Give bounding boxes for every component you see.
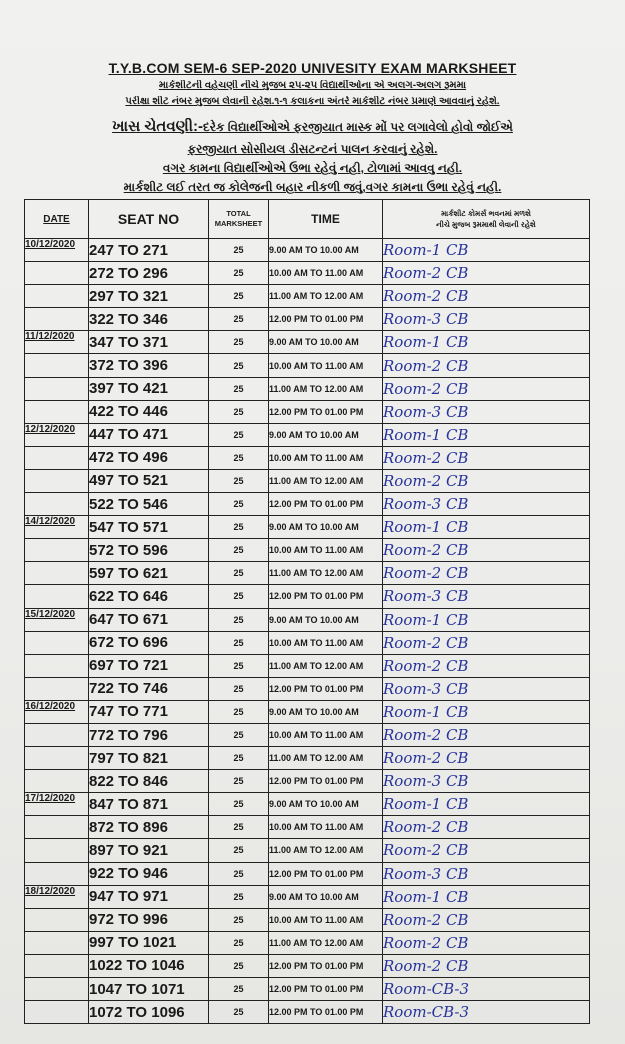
date-cell: 10/12/2020 [25,239,89,262]
total-marksheet-cell: 25 [209,239,269,262]
table-row [25,816,590,839]
table-row [25,770,590,793]
date-cell-empty [25,631,89,654]
seat-range-cell: 922 TO 946 [89,862,209,885]
date-cell-empty [25,677,89,700]
time-slot-cell: 9.00 AM TO 10.00 AM [269,700,383,723]
table-row [25,239,590,262]
warning-line-1 [20,118,605,135]
date-cell-empty [25,469,89,492]
room-cell: Room-1 CB [383,885,590,908]
date-cell: 14/12/2020 [25,516,89,539]
date-cell-empty [25,308,89,331]
date-cell-empty [25,377,89,400]
time-slot-cell: 12.00 PM TO 01.00 PM [269,862,383,885]
date-cell-empty [25,446,89,469]
room-cell: Room-2 CB [383,839,590,862]
time-slot-cell: 9.00 AM TO 10.00 AM [269,516,383,539]
time-slot-cell: 10.00 AM TO 11.00 AM [269,446,383,469]
total-marksheet-cell: 25 [209,631,269,654]
total-marksheet-cell: 25 [209,770,269,793]
date-cell-empty [25,539,89,562]
room-cell: Room-1 CB [383,516,590,539]
total-marksheet-cell: 25 [209,862,269,885]
room-cell: Room-2 CB [383,469,590,492]
date-cell-empty [25,1001,89,1024]
total-marksheet-cell: 25 [209,839,269,862]
total-marksheet-cell: 25 [209,908,269,931]
date-cell-empty [25,816,89,839]
date-cell: 11/12/2020 [25,331,89,354]
room-cell: Room-2 CB [383,631,590,654]
time-slot-cell: 9.00 AM TO 10.00 AM [269,885,383,908]
time-slot-cell: 11.00 AM TO 12.00 AM [269,747,383,770]
room-cell: Room-3 CB [383,585,590,608]
table-row [25,400,590,423]
room-cell: Room-2 CB [383,377,590,400]
schedule-table [24,199,590,1024]
date-cell-empty [25,954,89,977]
room-cell: Room-2 CB [383,354,590,377]
date-cell: 17/12/2020 [25,793,89,816]
time-slot-cell: 10.00 AM TO 11.00 AM [269,816,383,839]
seat-range-cell: 1022 TO 1046 [89,954,209,977]
seat-range-cell: 422 TO 446 [89,400,209,423]
seat-range-cell: 572 TO 596 [89,539,209,562]
total-marksheet-cell: 25 [209,816,269,839]
date-cell: 15/12/2020 [25,608,89,631]
table-row [25,1001,590,1024]
total-marksheet-cell: 25 [209,1001,269,1024]
time-slot-cell: 11.00 AM TO 12.00 AM [269,562,383,585]
room-cell: Room-2 CB [383,908,590,931]
time-slot-cell: 10.00 AM TO 11.00 AM [269,354,383,377]
page-title: T.Y.B.COM SEM-6 SEP-2020 UNIVESITY EXAM MARKSHEET [108,60,517,76]
total-marksheet-cell: 25 [209,793,269,816]
room-cell: Room-3 CB [383,400,590,423]
time-slot-cell: 10.00 AM TO 11.00 AM [269,723,383,746]
date-cell: 18/12/2020 [25,885,89,908]
total-marksheet-cell: 25 [209,493,269,516]
seat-range-cell: 397 TO 421 [89,377,209,400]
time-slot-cell: 9.00 AM TO 10.00 AM [269,423,383,446]
date-cell-empty [25,354,89,377]
room-cell: Room-3 CB [383,677,590,700]
seat-range-cell: 1047 TO 1071 [89,978,209,1001]
table-row [25,423,590,446]
table-row [25,931,590,954]
total-marksheet-cell: 25 [209,954,269,977]
total-marksheet-cell: 25 [209,562,269,585]
total-marksheet-cell: 25 [209,285,269,308]
seat-range-cell: 747 TO 771 [89,700,209,723]
time-slot-cell: 12.00 PM TO 01.00 PM [269,493,383,516]
total-marksheet-cell: 25 [209,308,269,331]
seat-range-cell: 372 TO 396 [89,354,209,377]
date-cell-empty [25,747,89,770]
room-cell: Room-2 CB [383,747,590,770]
time-slot-cell: 9.00 AM TO 10.00 AM [269,331,383,354]
table-header-row [25,200,590,239]
date-cell-empty [25,400,89,423]
seat-range-cell: 847 TO 871 [89,793,209,816]
room-cell: Room-2 CB [383,816,590,839]
time-slot-cell: 10.00 AM TO 11.00 AM [269,262,383,285]
seat-range-cell: 822 TO 846 [89,770,209,793]
room-cell: Room-CB-3 [383,978,590,1001]
table-row [25,377,590,400]
total-marksheet-cell: 25 [209,723,269,746]
table-row [25,885,590,908]
header-date: DATE [25,200,89,239]
time-slot-cell: 11.00 AM TO 12.00 AM [269,654,383,677]
seat-range-cell: 497 TO 521 [89,469,209,492]
table-row [25,354,590,377]
header-total-line2: MARKSHEET [214,219,263,228]
table-body [25,239,590,1024]
date-cell-empty [25,862,89,885]
time-slot-cell: 12.00 PM TO 01.00 PM [269,954,383,977]
room-cell: Room-2 CB [383,262,590,285]
date-cell: 12/12/2020 [25,423,89,446]
header-room-line2: નીચે મુજબ રૂમમાથી લેવાની રહેશે [436,220,536,229]
total-marksheet-cell: 25 [209,931,269,954]
table-row [25,285,590,308]
time-slot-cell: 12.00 PM TO 01.00 PM [269,978,383,1001]
warning-label: ખાસ ચેતવણી:- [112,118,204,135]
room-cell: Room-1 CB [383,423,590,446]
table-row [25,539,590,562]
table-row [25,793,590,816]
total-marksheet-cell: 25 [209,654,269,677]
header-total-line1: TOTAL [226,209,251,218]
time-slot-cell: 11.00 AM TO 12.00 AM [269,931,383,954]
seat-range-cell: 947 TO 971 [89,885,209,908]
room-cell: Room-3 CB [383,308,590,331]
total-marksheet-cell: 25 [209,585,269,608]
time-slot-cell: 11.00 AM TO 12.00 AM [269,839,383,862]
total-marksheet-cell: 25 [209,377,269,400]
table-row [25,862,590,885]
total-marksheet-cell: 25 [209,446,269,469]
seat-range-cell: 597 TO 621 [89,562,209,585]
warning-line-3: વગર કામના વિદ્યાર્થીઓએ ઉભા રહેવું નહી, ટોળામાં આવવુ નહી. [162,161,463,175]
total-marksheet-cell: 25 [209,469,269,492]
total-marksheet-cell: 25 [209,516,269,539]
seat-range-cell: 797 TO 821 [89,747,209,770]
time-slot-cell: 11.00 AM TO 12.00 AM [269,469,383,492]
time-slot-cell: 11.00 AM TO 12.00 AM [269,377,383,400]
total-marksheet-cell: 25 [209,354,269,377]
date-cell-empty [25,262,89,285]
warning-line-2: ફરજીયાત સોસીયલ ડીસટન્ટનં પાલન કરવાનું રહેશે. [187,142,438,156]
total-marksheet-cell: 25 [209,700,269,723]
table-row [25,493,590,516]
date-cell: 16/12/2020 [25,700,89,723]
seat-range-cell: 997 TO 1021 [89,931,209,954]
instruction-line-2: પરીક્ષા શીટ નંબર મુજબ લેવાની રહેશ.૧-૧ કલાકના અંતરે માર્કશીટ નંબર પ્રમાણે આવવાનું રહેશે. [125,96,500,107]
table-row [25,723,590,746]
table-row [25,608,590,631]
table-row [25,631,590,654]
seat-range-cell: 522 TO 546 [89,493,209,516]
table-row [25,747,590,770]
total-marksheet-cell: 25 [209,423,269,446]
date-cell-empty [25,978,89,1001]
table-row [25,308,590,331]
table-row [25,562,590,585]
date-cell-empty [25,908,89,931]
room-cell: Room-2 CB [383,285,590,308]
time-slot-cell: 12.00 PM TO 01.00 PM [269,585,383,608]
total-marksheet-cell: 25 [209,608,269,631]
date-cell-empty [25,770,89,793]
seat-range-cell: 872 TO 896 [89,816,209,839]
table-row [25,262,590,285]
seat-range-cell: 897 TO 921 [89,839,209,862]
seat-range-cell: 672 TO 696 [89,631,209,654]
seat-range-cell: 772 TO 796 [89,723,209,746]
total-marksheet-cell: 25 [209,262,269,285]
table-row [25,654,590,677]
seat-range-cell: 647 TO 671 [89,608,209,631]
room-cell: Room-1 CB [383,700,590,723]
room-cell: Room-2 CB [383,654,590,677]
header-room [383,200,590,239]
seat-range-cell: 722 TO 746 [89,677,209,700]
header-room-line1: માર્કશીટ કોમર્સ ભવનમાં મળશે [441,209,531,218]
header-total-marksheet [209,200,269,239]
header-seat-no: SEAT NO [89,200,209,239]
total-marksheet-cell: 25 [209,747,269,770]
total-marksheet-cell: 25 [209,539,269,562]
instruction-line-1: માર્કશીટની વહેચણી નીચે મુજબ ૨૫-૨૫ વિદ્યાર્થીઓના એ અલગ-અલગ રૂમમા [158,80,467,91]
time-slot-cell: 12.00 PM TO 01.00 PM [269,770,383,793]
time-slot-cell: 10.00 AM TO 11.00 AM [269,908,383,931]
date-cell-empty [25,585,89,608]
time-slot-cell: 9.00 AM TO 10.00 AM [269,793,383,816]
table-row [25,677,590,700]
room-cell: Room-3 CB [383,770,590,793]
table-row [25,700,590,723]
total-marksheet-cell: 25 [209,331,269,354]
table-row [25,839,590,862]
date-cell-empty [25,931,89,954]
seat-range-cell: 447 TO 471 [89,423,209,446]
seat-range-cell: 297 TO 321 [89,285,209,308]
time-slot-cell: 12.00 PM TO 01.00 PM [269,400,383,423]
seat-range-cell: 247 TO 271 [89,239,209,262]
room-cell: Room-2 CB [383,954,590,977]
seat-range-cell: 547 TO 571 [89,516,209,539]
room-cell: Room-1 CB [383,793,590,816]
seat-range-cell: 1072 TO 1096 [89,1001,209,1024]
seat-range-cell: 322 TO 346 [89,308,209,331]
table-row [25,585,590,608]
total-marksheet-cell: 25 [209,885,269,908]
time-slot-cell: 12.00 PM TO 01.00 PM [269,308,383,331]
time-slot-cell: 11.00 AM TO 12.00 AM [269,285,383,308]
time-slot-cell: 10.00 AM TO 11.00 AM [269,631,383,654]
seat-range-cell: 272 TO 296 [89,262,209,285]
warning-text-1: દરેક વિદ્યાર્થીઓએ ફરજીયાત માસ્ક મોં પર લગાવેલો હોવો જોઈએ [203,120,513,134]
room-cell: Room-2 CB [383,723,590,746]
seat-range-cell: 622 TO 646 [89,585,209,608]
seat-range-cell: 697 TO 721 [89,654,209,677]
seat-range-cell: 972 TO 996 [89,908,209,931]
room-cell: Room-2 CB [383,446,590,469]
room-cell: Room-1 CB [383,331,590,354]
date-cell-empty [25,285,89,308]
table-row [25,446,590,469]
date-cell-empty [25,723,89,746]
table-row [25,331,590,354]
room-cell: Room-1 CB [383,239,590,262]
total-marksheet-cell: 25 [209,677,269,700]
time-slot-cell: 9.00 AM TO 10.00 AM [269,608,383,631]
room-cell: Room-CB-3 [383,1001,590,1024]
table-row [25,516,590,539]
table-row [25,908,590,931]
time-slot-cell: 9.00 AM TO 10.00 AM [269,239,383,262]
seat-range-cell: 347 TO 371 [89,331,209,354]
time-slot-cell: 12.00 PM TO 01.00 PM [269,677,383,700]
room-cell: Room-3 CB [383,862,590,885]
time-slot-cell: 12.00 PM TO 01.00 PM [269,1001,383,1024]
time-slot-cell: 10.00 AM TO 11.00 AM [269,539,383,562]
date-cell-empty [25,493,89,516]
room-cell: Room-3 CB [383,493,590,516]
room-cell: Room-2 CB [383,539,590,562]
room-cell: Room-2 CB [383,931,590,954]
warning-line-4: માર્કશીટ લઈ તરત જ કોલેજની બહાર નીકળી જવું,વગર કામના ઉભા રહેવું નહી. [123,180,502,194]
date-cell-empty [25,654,89,677]
date-cell-empty [25,562,89,585]
total-marksheet-cell: 25 [209,978,269,1001]
seat-range-cell: 472 TO 496 [89,446,209,469]
room-cell: Room-2 CB [383,562,590,585]
date-cell-empty [25,839,89,862]
table-row [25,954,590,977]
table-row [25,469,590,492]
header-time: TIME [269,200,383,239]
table-row [25,978,590,1001]
total-marksheet-cell: 25 [209,400,269,423]
room-cell: Room-1 CB [383,608,590,631]
